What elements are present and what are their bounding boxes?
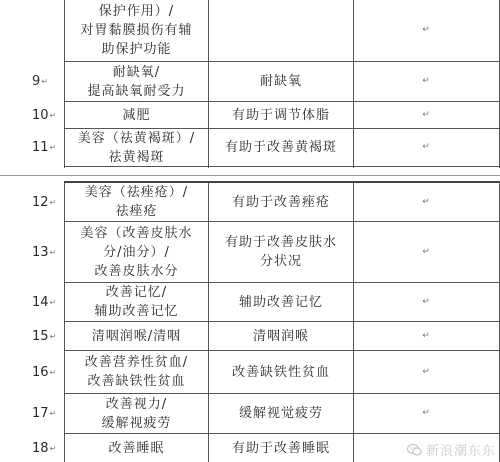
wechat-icon [407, 444, 422, 456]
desc-cell: 缓解视觉疲劳 [238, 406, 323, 421]
empty-cell: ↵ [422, 296, 431, 307]
empty-cell: ↵ [422, 196, 431, 207]
desc-cell: 有助于调节体脂 [231, 107, 330, 123]
benefit-cell: 改善营养性贫血/ 改善缺铁性贫血 [84, 355, 189, 389]
benefit-cell: 改善视力/ 缓解视疲劳 [101, 396, 172, 431]
row-number: 14 ↵ [32, 294, 57, 310]
benefit-cell: 美容（改善皮肤水 分/油分）/ 改善皮肤水分 [80, 225, 193, 279]
row-number: 10 ↵ [32, 107, 57, 123]
page-break-line [0, 175, 500, 176]
benefit-cell: 减肥 [122, 107, 151, 123]
empty-cell: ↵ [422, 76, 431, 86]
desc-cell: 清咽润喉 [252, 328, 309, 344]
benefit-cell: 美容（祛黄褐斑）/ 祛黄褐斑 [77, 130, 196, 165]
empty-cell: ↵ [422, 408, 431, 418]
row-number: 9 ↵ [32, 74, 48, 89]
empty-cell: ↵ [422, 366, 431, 377]
row-number: 17 ↵ [32, 406, 57, 421]
row-number: 11 ↵ [32, 140, 57, 155]
desc-cell: 辅助改善记忆 [238, 294, 323, 310]
benefit-cell: 保护作用）/ 对胃黏膜损伤有辅 助保护功能 [80, 4, 193, 57]
row-number: 15 ↵ [32, 328, 57, 344]
watermark-text: 新浪潮东东 [425, 444, 496, 459]
row-number: 13 ↵ [32, 244, 57, 260]
benefit-cell: 耐缺氧/ 提高缺氧耐受力 [87, 64, 186, 99]
desc-cell: 有助于改善皮肤水 分状况 [224, 235, 337, 269]
row-number: 12 ↵ [32, 194, 57, 210]
desc-cell: 有助于改善痤疮 [231, 194, 330, 210]
desc-cell: 耐缺氧 [259, 74, 302, 89]
empty-cell: ↵ [422, 330, 431, 341]
empty-cell: ↵ [422, 142, 431, 152]
row-number: 18 ↵ [32, 440, 57, 456]
benefit-cell: 美容（祛痤疮）/ 祛痤疮 [84, 185, 189, 219]
desc-cell: 有助于改善睡眠 [231, 440, 330, 456]
benefit-cell: 改善睡眠 [108, 440, 165, 456]
empty-cell: ↵ [422, 109, 431, 120]
empty-cell: ↵ [422, 246, 431, 257]
benefit-cell: 清咽润喉/清咽 [91, 328, 182, 344]
desc-cell: 改善缺铁性贫血 [231, 364, 330, 380]
desc-cell: 有助于改善黄褐斑 [224, 140, 337, 155]
watermark [407, 440, 496, 459]
benefit-cell: 改善记忆/ 辅助改善记忆 [94, 285, 179, 319]
empty-cell: ↵ [422, 25, 431, 35]
row-number: 16 ↵ [32, 364, 57, 380]
